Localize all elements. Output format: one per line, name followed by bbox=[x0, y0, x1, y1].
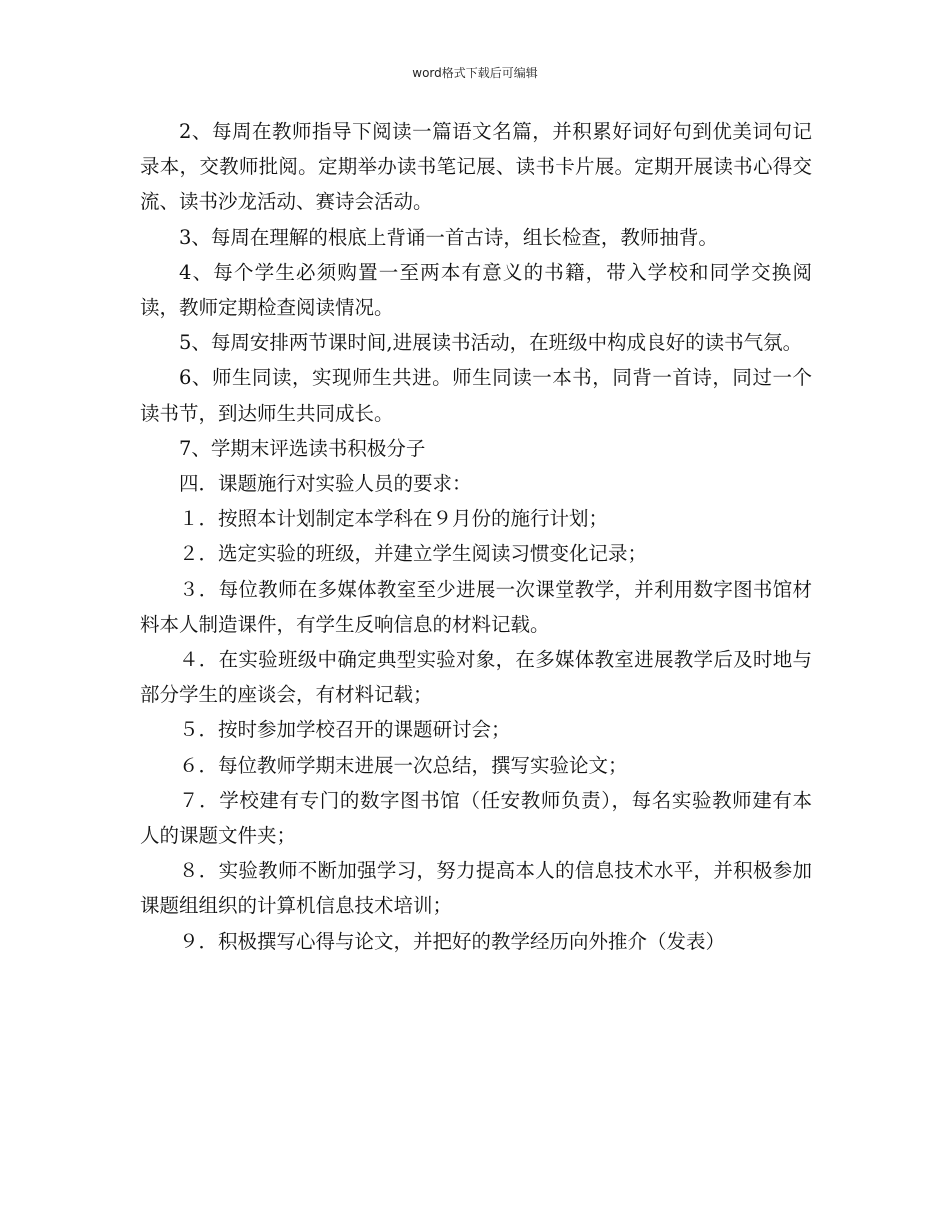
requirement-item-4: ４．在实验班级中确定典型实验对象，在多媒体教室进展教学后及时地与部分学生的座谈会，有材料记载； bbox=[140, 648, 812, 707]
paragraph-ancient-poem: 3、每周在理解的根底上背诵一首古诗，组长检查，教师抽背。 bbox=[179, 225, 718, 249]
paragraph-reading-sessions: 5、每周安排两节课时间,进展读书活动，在班级中构成良好的读书气氛。 bbox=[179, 331, 803, 355]
requirement-item-3: ３．每位教师在多媒体教室至少进展一次课堂教学，并利用数字图书馆材料本人制造课件，有学生反响信息的材料记载。 bbox=[140, 577, 812, 636]
paragraph-reading-awards: 7、学期末评选读书积极分子 bbox=[179, 436, 426, 460]
paragraph-reading-classics: 2、每周在教师指导下阅读一篇语文名篇，并积累好词好句到优美词句记录本，交教师批阅。定期举办读书笔记展、读书卡片展。定期开展读书心得交流、读书沙龙活动、赛诗会活动。 bbox=[140, 120, 812, 214]
requirement-item-6: ６．每位教师学期末进展一次总结，撰写实验论文； bbox=[179, 753, 628, 777]
requirement-item-8: ８．实验教师不断加强学习，努力提高本人的信息技术水平，并积极参加课题组组织的计算机信息技术培训； bbox=[140, 859, 812, 918]
requirement-item-2: ２．选定实验的班级，并建立学生阅读习惯变化记录； bbox=[179, 542, 648, 566]
page-header: word格式下载后可编辑 bbox=[412, 66, 538, 80]
paragraph-shared-reading: 6、师生同读，实现师生共进。师生同读一本书，同背一首诗，同过一个读书节，到达师生共同成长。 bbox=[140, 366, 812, 425]
requirement-item-1: １．按照本计划制定本学科在９月份的施行计划； bbox=[179, 507, 609, 531]
section-heading-requirements: 四．课题施行对实验人员的要求： bbox=[179, 472, 472, 496]
document-body bbox=[140, 114, 812, 959]
requirement-item-7: ７．学校建有专门的数字图书馆（任安教师负责），每名实验教师建有本人的课题文件夹； bbox=[140, 788, 812, 848]
requirement-item-9: ９．积极撰写心得与论文，并把好的教学经历向外推介（发表） bbox=[179, 929, 726, 953]
requirement-item-5: ５．按时参加学校召开的课题研讨会； bbox=[179, 718, 511, 742]
paragraph-book-exchange: 4、每个学生必须购置一至两本有意义的书籍，带入学校和同学交换阅读，教师定期检查阅读情况。 bbox=[140, 260, 812, 320]
